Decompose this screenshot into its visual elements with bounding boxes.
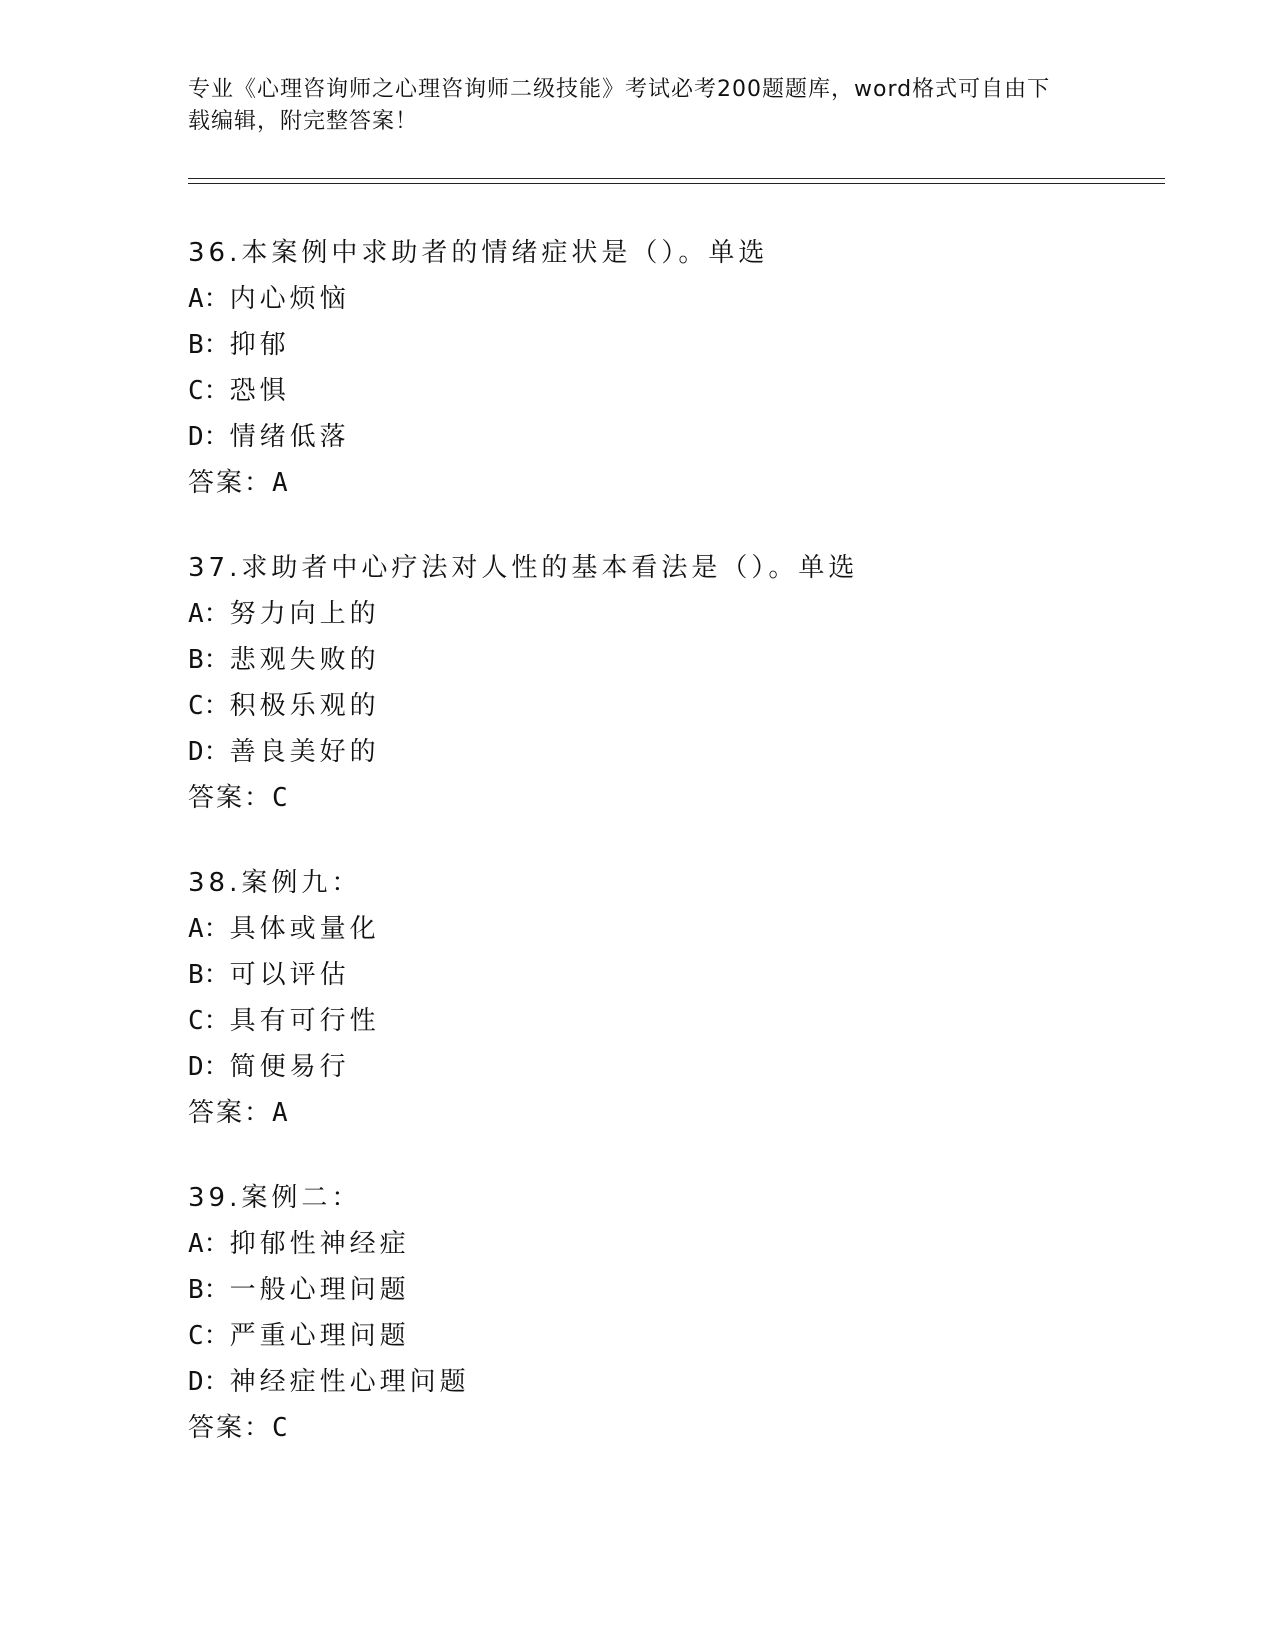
option-a xyxy=(188,276,1188,322)
option-letter: B： xyxy=(188,645,230,675)
option-text: 具体或量化 xyxy=(229,914,380,944)
answer-value: A xyxy=(272,1098,292,1128)
option-text: 具有可行性 xyxy=(229,1006,380,1036)
option-letter: D： xyxy=(188,737,230,767)
option-a xyxy=(188,1221,1188,1267)
option-text: 可以评估 xyxy=(229,960,350,990)
option-d xyxy=(188,414,1188,460)
option-c xyxy=(188,368,1188,414)
option-text: 悲观失败的 xyxy=(229,645,380,675)
option-b xyxy=(188,637,1188,683)
option-b xyxy=(188,1267,1188,1313)
option-b xyxy=(188,322,1188,368)
option-letter: A： xyxy=(188,284,230,314)
option-letter: D： xyxy=(188,422,230,452)
option-letter: A： xyxy=(188,599,230,629)
option-text: 恐惧 xyxy=(229,376,290,406)
option-text: 神经症性心理问题 xyxy=(229,1367,470,1397)
question-stem: 38.案例九： xyxy=(188,868,362,898)
question-block xyxy=(188,860,1188,1136)
option-c xyxy=(188,683,1188,729)
question-block xyxy=(188,545,1188,821)
option-letter: C： xyxy=(188,691,230,721)
answer-line xyxy=(188,1090,1188,1136)
option-b xyxy=(188,952,1188,998)
option-text: 抑郁 xyxy=(229,330,290,360)
option-letter: D： xyxy=(188,1052,230,1082)
option-d xyxy=(188,729,1188,775)
option-letter: B： xyxy=(188,1275,230,1305)
question-stem: 39.案例二： xyxy=(188,1183,362,1213)
answer-label: 答案： xyxy=(188,783,273,813)
option-letter: A： xyxy=(188,1229,230,1259)
answer-label: 答案： xyxy=(188,1413,273,1443)
option-text: 严重心理问题 xyxy=(229,1321,410,1351)
answer-label: 答案： xyxy=(188,1098,273,1128)
option-letter: C： xyxy=(188,1006,230,1036)
option-letter: C： xyxy=(188,1321,230,1351)
header-divider-bottom xyxy=(188,183,1165,184)
option-text: 一般心理问题 xyxy=(229,1275,410,1305)
option-d xyxy=(188,1359,1188,1405)
option-text: 善良美好的 xyxy=(229,737,380,767)
option-a xyxy=(188,906,1188,952)
document-intro: 专业《心理咨询师之心理咨询师二级技能》考试必考200题题库，word格式可自由下载编辑，附完整答案！ xyxy=(188,77,1051,134)
answer-value: C xyxy=(272,1413,292,1443)
option-c xyxy=(188,1313,1188,1359)
header-divider-top xyxy=(188,178,1165,179)
question-block xyxy=(188,230,1188,506)
option-letter: B： xyxy=(188,330,230,360)
option-letter: B： xyxy=(188,960,230,990)
option-a xyxy=(188,591,1188,637)
option-letter: A： xyxy=(188,914,230,944)
answer-label: 答案： xyxy=(188,468,273,498)
option-d xyxy=(188,1044,1188,1090)
option-letter: C： xyxy=(188,376,230,406)
answer-line xyxy=(188,1405,1188,1451)
option-text: 抑郁性神经症 xyxy=(229,1229,410,1259)
answer-line xyxy=(188,460,1188,506)
option-c xyxy=(188,998,1188,1044)
option-text: 内心烦恼 xyxy=(229,284,350,314)
question-block xyxy=(188,1175,1188,1451)
answer-value: C xyxy=(272,783,292,813)
option-text: 努力向上的 xyxy=(229,599,380,629)
question-stem: 37.求助者中心疗法对人性的基本看法是（）。单选 xyxy=(188,553,859,583)
answer-value: A xyxy=(272,468,292,498)
option-text: 积极乐观的 xyxy=(229,691,380,721)
option-letter: D： xyxy=(188,1367,230,1397)
option-text: 简便易行 xyxy=(229,1052,350,1082)
answer-line xyxy=(188,775,1188,821)
option-text: 情绪低落 xyxy=(229,422,350,452)
question-stem: 36.本案例中求助者的情绪症状是（）。单选 xyxy=(188,238,769,268)
